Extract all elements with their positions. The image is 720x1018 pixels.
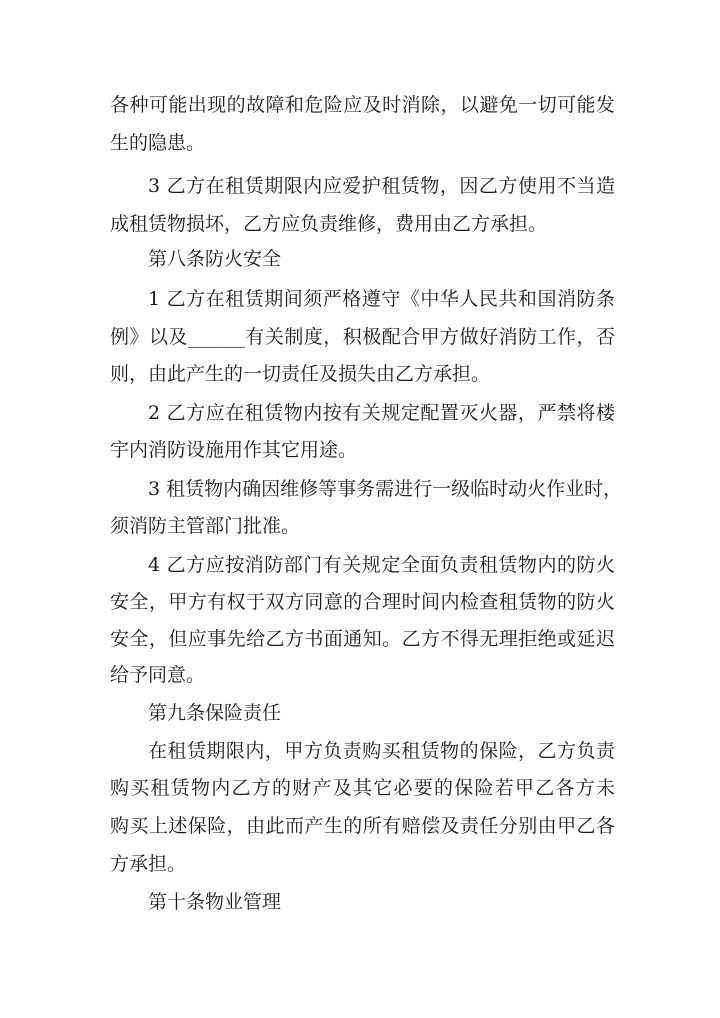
text-line: 给予同意。 [110,664,206,686]
text-line: 在租赁期限内，甲方负责购买租赁物的保险，乙方负责 [148,740,615,762]
text-line: 则，由此产生的一切责任及损失由乙方承担。 [110,363,491,385]
text-line: 宇内消防设施用作其它用途。 [110,439,358,461]
text-line: 3 租赁物内确因维修等事务需进行一级临时动火作业时， [148,478,623,500]
text-line: 4 乙方应按消防部门有关规定全面负责租赁物内的防火 [148,554,615,576]
text-line: 须消防主管部门批准。 [110,515,301,537]
text-line: 3 乙方在租赁期限内应爱护租赁物，因乙方使用不当造 [148,175,615,197]
text-line: 购买上述保险，由此而产生的所有赔偿及责任分别由甲乙各 [110,815,615,837]
section-heading: 第八条防火安全 [148,248,282,270]
text-line: 安全，但应事先给乙方书面通知。乙方不得无理拒绝或延迟 [110,628,615,650]
text-line: 生的隐患。 [110,132,206,154]
text-line: 购买租赁物内乙方的财产及其它必要的保险若甲乙各方未 [110,777,615,799]
section-heading: 第十条物业管理 [148,891,282,913]
text-line: 例》以及______有关制度，积极配合甲方做好消防工作，否 [110,326,615,348]
text-line: 各种可能出现的故障和危险应及时消除，以避免一切可能发 [110,94,615,116]
section-heading: 第九条保险责任 [148,702,282,724]
text-line: 2 乙方应在租赁物内按有关规定配置灭火器，严禁将楼 [148,402,615,424]
text-line: 1 乙方在租赁期间须严格遵守《中华人民共和国消防条 [148,288,615,310]
text-line: 成租赁物损坏，乙方应负责维修，费用由乙方承担。 [110,213,548,235]
text-line: 方承担。 [110,853,187,875]
text-line: 安全，甲方有权于双方同意的合理时间内检查租赁物的防火 [110,591,615,613]
